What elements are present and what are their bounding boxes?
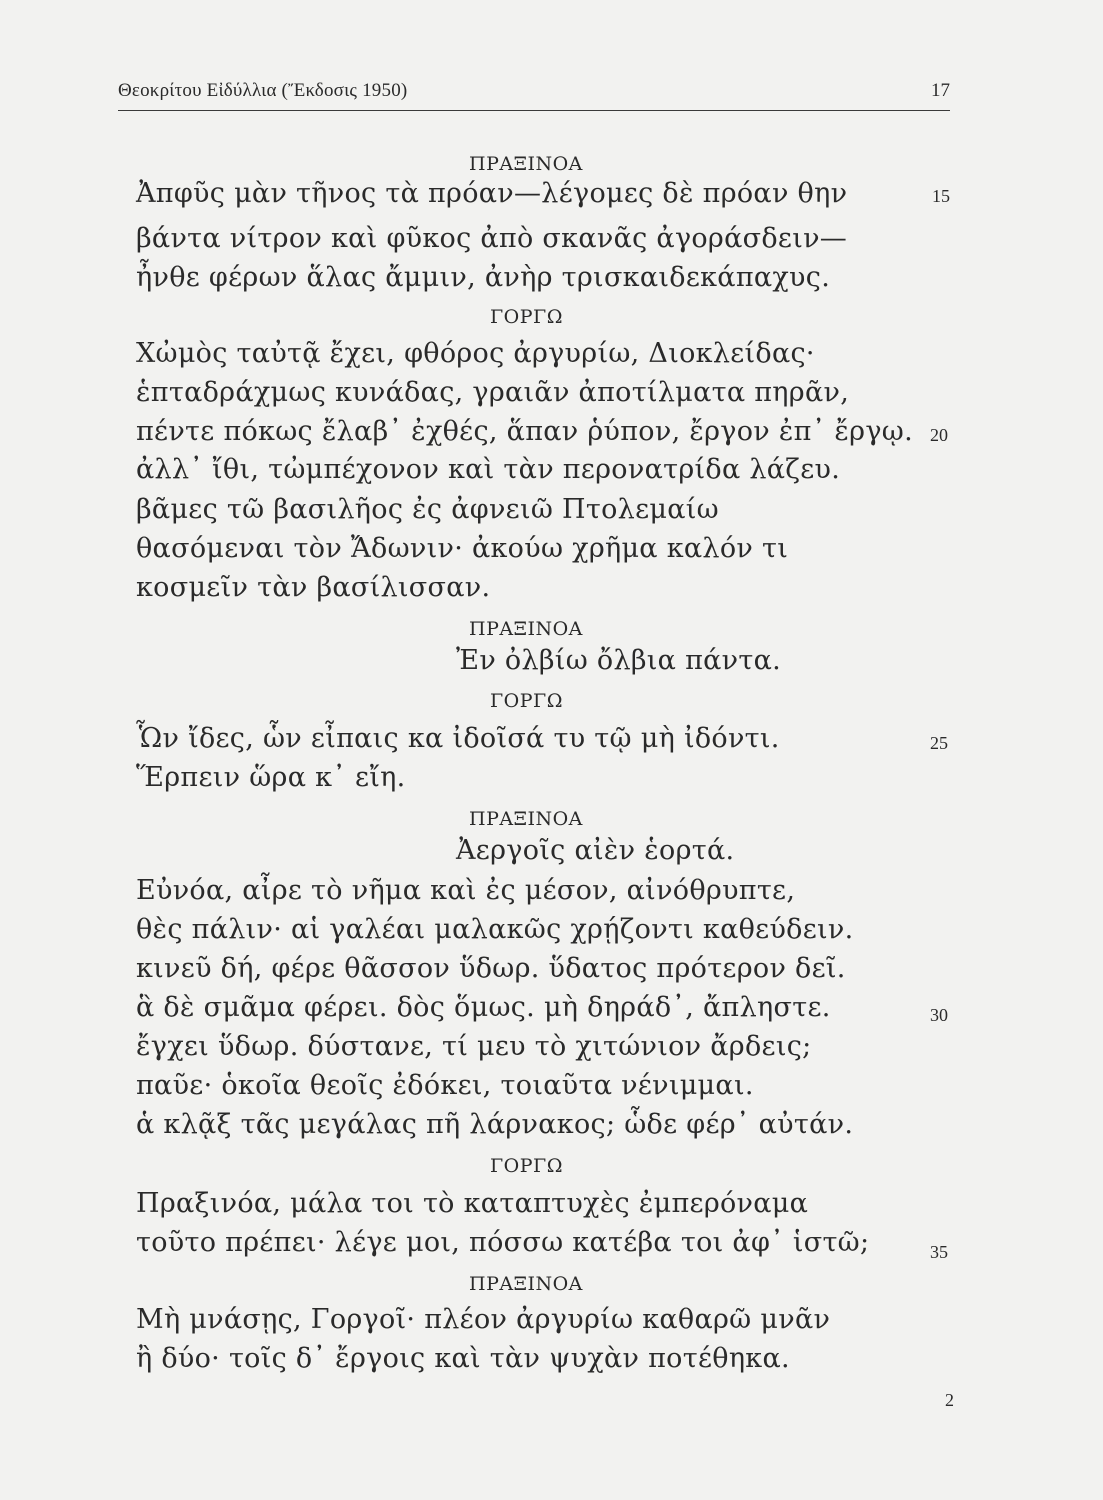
verse-line: ἃ δὲ σμᾶμα φέρει. δὸς ὅμως. μὴ δηράδ᾽, ἄπληστε. xyxy=(136,992,831,1023)
verse-line: βᾶμες τῶ βασιλῆος ἐς ἀφνειῶ Πτολεμαίω xyxy=(136,494,719,525)
speaker-label: ΓΟΡΓΩ xyxy=(490,1155,563,1177)
verse-line: Εὐνόα, αἶρε τὸ νῆμα καὶ ἐς μέσον, αἰνόθρυπτε, xyxy=(136,875,796,906)
speaker-label: ΓΟΡΓΩ xyxy=(490,306,563,328)
verse-line: Μὴ μνάσῃς, Γοργοῖ· πλέον ἀργυρίω καθαρῶ μνᾶν xyxy=(136,1304,831,1335)
speaker-label: ΠΡΑΞΙΝΟΑ xyxy=(469,808,583,830)
verse-line: κοσμεῖν τὰν βασίλισσαν. xyxy=(136,572,491,603)
header-title: Θεοκρίτου Εἰδύλλια (Ἔκδοσις 1950) xyxy=(118,80,408,101)
verse-line: παῦε· ὁκοῖα θεοῖς ἐδόκει, τοιαῦτα νένιμμαι. xyxy=(136,1070,754,1101)
verse-line: τοῦτο πρέπει· λέγε μοι, πόσσω κατέβα τοι ἀφ᾽ ἱστῶ; xyxy=(136,1227,870,1258)
verse-line: ἔγχει ὕδωρ. δύστανε, τί μευ τὸ χιτώνιον ἄρδεις; xyxy=(136,1031,812,1062)
verse-line: Ἕρπειν ὥρα κ᾽ εἴη. xyxy=(136,762,406,793)
verse-line: Πραξινόα, μάλα τοι τὸ καταπτυχὲς ἐμπερόναμα xyxy=(136,1188,809,1219)
verse-line: ἁ κλᾷξ τᾶς μεγάλας πῆ λάρνακος; ὧδε φέρ᾽ αὐτάν. xyxy=(136,1109,854,1140)
header-rule xyxy=(118,110,950,111)
verse-line: πέντε πόκως ἔλαβ᾽ ἐχθές, ἅπαν ῥύπον, ἔργον ἐπ᾽ ἔργῳ. xyxy=(136,416,913,447)
line-number: 30 xyxy=(930,1005,948,1025)
verse-line: Ἀεργοῖς αἰὲν ἑορτά. xyxy=(456,835,735,866)
running-header xyxy=(118,80,950,110)
speaker-label: ΠΡΑΞΙΝΟΑ xyxy=(469,153,583,175)
page-number: 17 xyxy=(931,80,950,101)
line-number: 15 xyxy=(932,186,950,206)
verse-line: ἑπταδράχμως κυνάδας, γραιᾶν ἀποτίλματα πηρᾶν, xyxy=(136,377,850,408)
verse-line: ἢ δύο· τοῖς δ᾽ ἔργοις καὶ τὰν ψυχὰν ποτέθηκα. xyxy=(136,1343,790,1374)
verse-line: ἦνθε φέρων ἅλας ἄμμιν, ἀνὴρ τρισκαιδεκάπαχυς. xyxy=(136,262,831,293)
line-number: 35 xyxy=(930,1242,948,1262)
signature-mark: 2 xyxy=(945,1390,954,1410)
speaker-label: ΠΡΑΞΙΝΟΑ xyxy=(469,618,583,640)
verse-line: θὲς πάλιν· αἱ γαλέαι μαλακῶς χρῄζοντι καθεύδειν. xyxy=(136,914,854,945)
verse-line: Ἐν ὀλβίω ὄλβια πάντα. xyxy=(456,645,782,676)
line-number: 20 xyxy=(930,425,948,445)
verse-line: κινεῦ δή, φέρε θᾶσσον ὕδωρ. ὕδατος πρότερον δεῖ. xyxy=(136,953,846,984)
line-number: 25 xyxy=(930,733,948,753)
verse-line: βάντα νίτρον καὶ φῦκος ἀπὸ σκανᾶς ἀγοράσδειν— xyxy=(136,223,848,254)
speaker-label: ΠΡΑΞΙΝΟΑ xyxy=(469,1273,583,1295)
speaker-label: ΓΟΡΓΩ xyxy=(490,690,563,712)
verse-line: Ἀπφῦς μὰν τῆνος τὰ πρόαν—λέγομες δὲ πρόαν θην xyxy=(136,178,848,209)
verse-line: ἀλλ᾽ ἴθι, τὠμπέχονον καὶ τὰν περονατρίδα λάζευ. xyxy=(136,454,841,485)
verse-line: Χὠμὸς ταὐτᾷ ἔχει, φθόρος ἀργυρίω, Διοκλείδας· xyxy=(136,338,815,369)
verse-line: Ὧν ἴδες, ὧν εἶπαις κα ἰδοῖσά τυ τῷ μὴ ἰδόντι. xyxy=(136,723,780,754)
verse-line: θασόμεναι τὸν Ἄδωνιν· ἀκούω χρῆμα καλόν τι xyxy=(136,533,789,564)
